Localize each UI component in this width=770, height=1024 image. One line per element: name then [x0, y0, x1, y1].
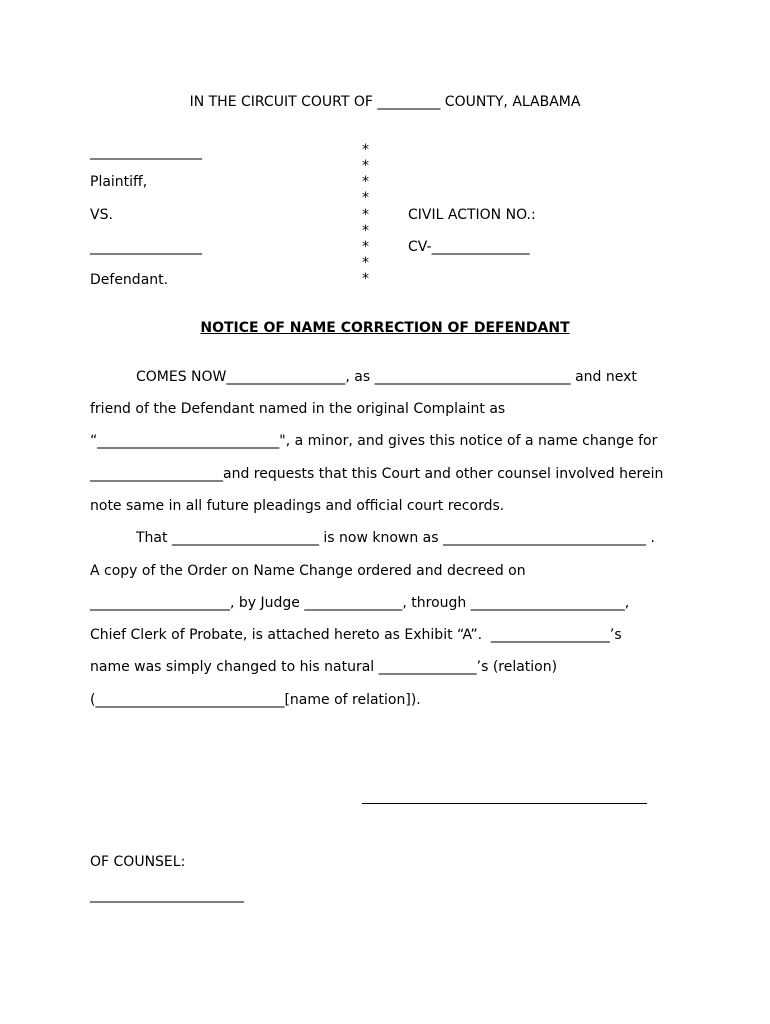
- body-line: name was simply changed to his natural ______________’s (relation): [90, 659, 558, 675]
- body-line: “__________________________", a minor, and gives this notice of a name change for: [90, 433, 658, 449]
- plaintiff-name-blank: ________________: [90, 144, 202, 160]
- plaintiff-label: Plaintiff,: [90, 174, 148, 190]
- body-line: (___________________________[name of relation]).: [90, 692, 421, 708]
- vs-label: VS.: [90, 207, 113, 223]
- body-line: Chief Clerk of Probate, is attached hereto as Exhibit “A”. _________________’s: [90, 627, 622, 643]
- court-heading: IN THE CIRCUIT COURT OF _________ COUNTY, ALABAMA: [189, 94, 581, 110]
- body-line: That _____________________ is now known as _____________________________ .: [136, 530, 655, 546]
- caption-separator-star: *: [362, 142, 369, 158]
- caption-separator-star: *: [362, 223, 369, 239]
- caption-separator-star: *: [362, 174, 369, 190]
- body-line: A copy of the Order on Name Change ordered and decreed on: [90, 563, 526, 579]
- body-line: ____________________, by Judge ______________, through ______________________,: [90, 595, 630, 611]
- defendant-label: Defendant.: [90, 272, 169, 288]
- caption-separator-star: *: [362, 239, 369, 255]
- signature-line: [362, 803, 647, 804]
- counsel-name-blank: ______________________: [90, 887, 244, 903]
- civil-action-label: CIVIL ACTION NO.:: [408, 207, 536, 223]
- defendant-name-blank: ________________: [90, 239, 202, 255]
- body-line: ___________________and requests that this Court and other counsel involved herein: [90, 466, 664, 482]
- case-number: CV-______________: [408, 239, 530, 255]
- caption-separator-star: *: [362, 190, 369, 206]
- notice-title: NOTICE OF NAME CORRECTION OF DEFENDANT: [200, 320, 570, 336]
- caption-separator-star: *: [362, 207, 369, 223]
- caption-separator-star: *: [362, 255, 369, 271]
- body-line: friend of the Defendant named in the original Complaint as: [90, 401, 506, 417]
- body-line: COMES NOW_________________, as ____________________________ and next: [136, 369, 637, 385]
- caption-separator-star: *: [362, 158, 369, 174]
- of-counsel-label: OF COUNSEL:: [90, 854, 186, 870]
- caption-separator-star: *: [362, 271, 369, 287]
- body-line: note same in all future pleadings and official court records.: [90, 498, 505, 514]
